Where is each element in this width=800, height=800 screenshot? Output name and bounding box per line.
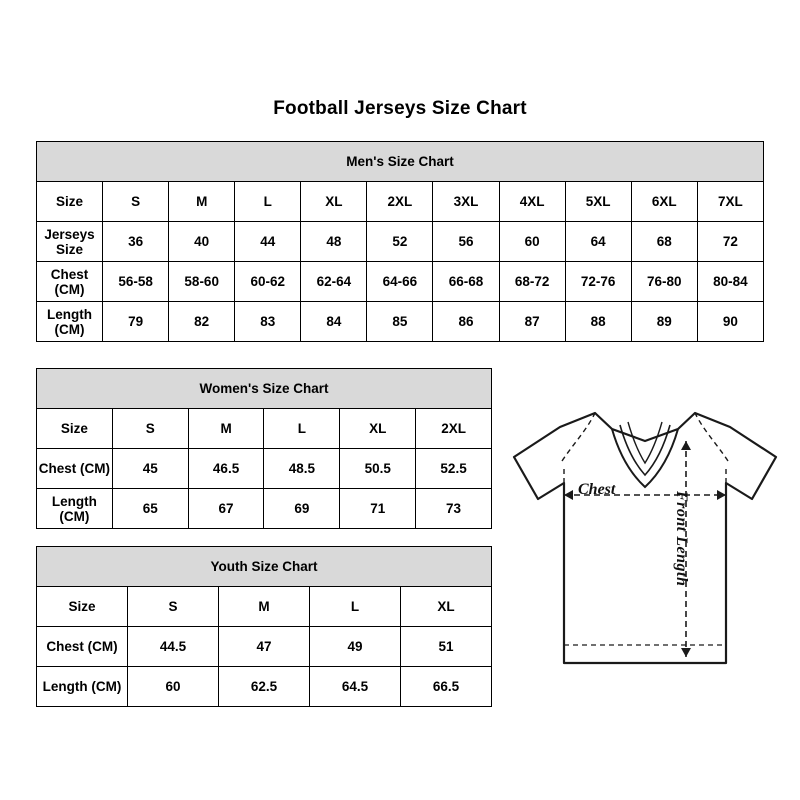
cell: 60-62: [235, 262, 301, 302]
tshirt-measurement-diagram: [500, 395, 790, 695]
row-label: Length (CM): [37, 302, 103, 342]
table-caption-row: [37, 142, 764, 182]
cell: L: [264, 409, 340, 449]
cell: 67: [188, 489, 264, 529]
cell: M: [188, 409, 264, 449]
cell: 68-72: [499, 262, 565, 302]
page-title: Football Jerseys Size Chart: [273, 98, 527, 119]
cell: 68: [631, 222, 697, 262]
row-label: Chest (CM): [37, 449, 113, 489]
row-label: Chest (CM): [37, 262, 103, 302]
row-label: Chest (CM): [37, 627, 128, 667]
cell: 44.5: [128, 627, 219, 667]
front-length-measure-label: Front Length: [673, 491, 690, 587]
cell: 50.5: [340, 449, 416, 489]
cell: 7XL: [697, 182, 763, 222]
cell: 82: [169, 302, 235, 342]
cell: 69: [264, 489, 340, 529]
cell: 88: [565, 302, 631, 342]
row-label: Length (CM): [37, 489, 113, 529]
table-caption-row: [37, 547, 492, 587]
mens-size-chart-caption: Men's Size Chart: [37, 142, 764, 182]
table-caption-row: [37, 369, 492, 409]
cell: 58-60: [169, 262, 235, 302]
youth-size-chart-caption: Youth Size Chart: [37, 547, 492, 587]
cell: 83: [235, 302, 301, 342]
cell: 72: [697, 222, 763, 262]
cell: 86: [433, 302, 499, 342]
youth-size-chart-table: [36, 546, 492, 707]
cell: 84: [301, 302, 367, 342]
cell: 49: [310, 627, 401, 667]
cell: 65: [112, 489, 188, 529]
row-label: Size: [37, 587, 128, 627]
table-row: [37, 587, 492, 627]
cell: 2XL: [416, 409, 492, 449]
table-row: [37, 667, 492, 707]
cell: S: [103, 182, 169, 222]
cell: 87: [499, 302, 565, 342]
table-row: [37, 262, 764, 302]
cell: S: [112, 409, 188, 449]
cell: 76-80: [631, 262, 697, 302]
cell: 56: [433, 222, 499, 262]
table-row: [37, 627, 492, 667]
cell: 85: [367, 302, 433, 342]
mens-size-chart-table: [36, 141, 764, 342]
shirt-outline: [514, 413, 776, 663]
cell: 89: [631, 302, 697, 342]
womens-size-chart-caption: Women's Size Chart: [37, 369, 492, 409]
table-row: [37, 489, 492, 529]
cell: 2XL: [367, 182, 433, 222]
cell: 66-68: [433, 262, 499, 302]
cell: XL: [340, 409, 416, 449]
cell: 80-84: [697, 262, 763, 302]
cell: 36: [103, 222, 169, 262]
cell: 64-66: [367, 262, 433, 302]
row-label: Jerseys Size: [37, 222, 103, 262]
cell: 64: [565, 222, 631, 262]
cell: 71: [340, 489, 416, 529]
cell: 4XL: [499, 182, 565, 222]
cell: 46.5: [188, 449, 264, 489]
cell: M: [169, 182, 235, 222]
tshirt-icon: [500, 395, 790, 695]
cell: 52: [367, 222, 433, 262]
cell: M: [219, 587, 310, 627]
row-label: Size: [37, 409, 113, 449]
cell: 62.5: [219, 667, 310, 707]
cell: XL: [401, 587, 492, 627]
cell: 44: [235, 222, 301, 262]
cell: 66.5: [401, 667, 492, 707]
cell: 5XL: [565, 182, 631, 222]
row-label: Length (CM): [37, 667, 128, 707]
cell: 60: [128, 667, 219, 707]
cell: 79: [103, 302, 169, 342]
cell: 45: [112, 449, 188, 489]
table-row: [37, 302, 764, 342]
cell: L: [235, 182, 301, 222]
cell: 64.5: [310, 667, 401, 707]
cell: 40: [169, 222, 235, 262]
cell: XL: [301, 182, 367, 222]
cell: 48.5: [264, 449, 340, 489]
table-row: [37, 409, 492, 449]
row-label: Size: [37, 182, 103, 222]
womens-size-chart-table: [36, 368, 492, 529]
cell: 52.5: [416, 449, 492, 489]
cell: 51: [401, 627, 492, 667]
table-row: [37, 222, 764, 262]
cell: 73: [416, 489, 492, 529]
cell: 60: [499, 222, 565, 262]
cell: 48: [301, 222, 367, 262]
cell: 72-76: [565, 262, 631, 302]
chest-measure-label: Chest: [578, 481, 616, 498]
cell: 6XL: [631, 182, 697, 222]
cell: 3XL: [433, 182, 499, 222]
cell: L: [310, 587, 401, 627]
table-row: [37, 449, 492, 489]
cell: 90: [697, 302, 763, 342]
cell: 56-58: [103, 262, 169, 302]
cell: 62-64: [301, 262, 367, 302]
cell: S: [128, 587, 219, 627]
table-row: [37, 182, 764, 222]
cell: 47: [219, 627, 310, 667]
